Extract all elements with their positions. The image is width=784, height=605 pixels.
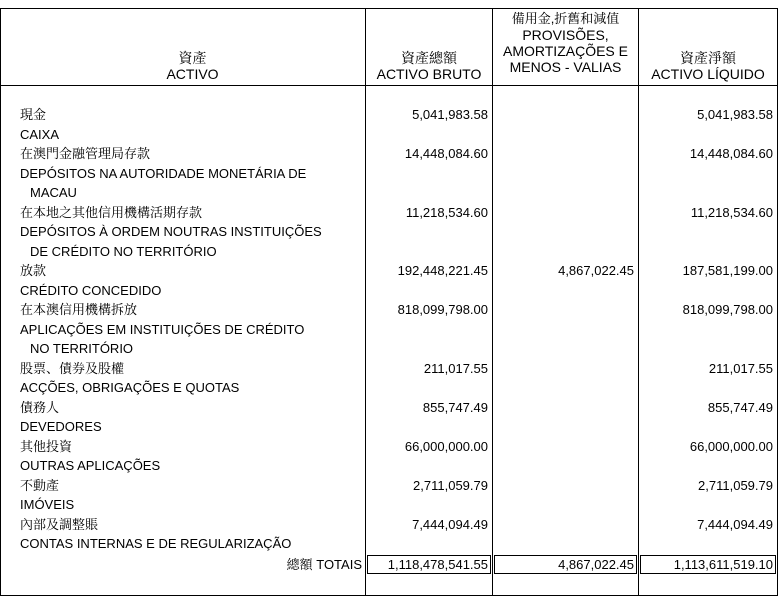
totals-label: 總額 TOTAIS <box>286 557 362 572</box>
row-label-pt: DEVEDORES <box>20 419 102 434</box>
header-asset <box>20 50 365 82</box>
row-label-pt: DEPÓSITOS À ORDEM NOUTRAS INSTITUIÇÕES <box>20 224 322 239</box>
row-label-zh: 現金 <box>20 107 47 122</box>
header-prov-zh: 備用金,折舊和減值 <box>511 11 620 26</box>
header-prov-pt1: PROVISÕES, <box>522 27 609 43</box>
row-label-pt: IMÓVEIS <box>20 497 75 512</box>
row-net-value: 2,711,059.79 <box>698 477 773 493</box>
header-gross-zh: 資產總額 <box>401 50 457 66</box>
row-net-value: 5,041,983.58 <box>697 107 773 122</box>
row-label-pt: CAIXA <box>20 126 60 142</box>
row-gross-value: 855,747.49 <box>422 399 488 415</box>
header-prov-pt3: MENOS - VALIAS <box>509 59 622 75</box>
row-label-pt: OUTRAS APLICAÇÕES <box>20 458 161 473</box>
header-asset-zh: 資產 <box>178 50 207 66</box>
row-gross-value: 7,444,094.49 <box>412 516 488 532</box>
totals-net: 1,113,611,519.10 <box>673 557 773 572</box>
row-label-pt-cont: NO TERRITÓRIO <box>30 341 134 356</box>
row-net-value: 14,448,084.60 <box>689 146 773 161</box>
row-provision-value: 4,867,022.45 <box>558 263 634 278</box>
header-prov-pt2: AMORTIZAÇÕES E <box>503 43 628 59</box>
col-divider-2 <box>492 8 493 596</box>
row-label-zh: 股票、債券及股權 <box>20 360 125 376</box>
row-label-pt: ACÇÕES, OBRIGAÇÕES E QUOTAS <box>20 380 240 395</box>
row-label-pt: CRÉDITO CONCEDIDO <box>20 282 162 298</box>
row-net-value: 211,017.55 <box>708 360 773 376</box>
row-net-value: 7,444,094.49 <box>697 516 773 532</box>
header-gross <box>366 50 492 82</box>
row-net-value: 66,000,000.00 <box>689 438 773 454</box>
row-net-value: 818,099,798.00 <box>682 302 773 317</box>
row-gross-value: 14,448,084.60 <box>404 146 488 161</box>
row-label-zh: 在本澳信用機構拆放 <box>20 302 138 317</box>
header-divider <box>0 85 778 86</box>
totals-prov: 4,867,022.45 <box>558 557 634 572</box>
row-label-pt: CONTAS INTERNAS E DE REGULARIZAÇÃO <box>20 536 292 551</box>
header-net-zh: 資產淨額 <box>680 50 736 66</box>
row-label-zh: 在本地之其他信用機構活期存款 <box>20 204 203 220</box>
row-gross-value: 66,000,000.00 <box>404 438 488 454</box>
row-gross-value: 211,017.55 <box>423 360 488 376</box>
header-gross-pt: ACTIVO BRUTO <box>376 66 482 82</box>
header-provisions <box>493 11 638 75</box>
row-label-zh: 債務人 <box>20 399 60 415</box>
row-label-zh: 不動產 <box>20 477 60 493</box>
row-gross-value: 5,041,983.58 <box>412 107 488 122</box>
header-net <box>639 50 777 82</box>
row-gross-value: 11,218,534.60 <box>405 204 488 220</box>
col-divider-4 <box>777 8 778 596</box>
row-label-pt: APLICAÇÕES EM INSTITUIÇÕES DE CRÉDITO <box>20 321 305 337</box>
totals-gross: 1,118,478,541.55 <box>387 557 488 572</box>
row-label-pt-cont: MACAU <box>30 185 77 200</box>
row-label-zh: 放款 <box>20 263 47 278</box>
row-gross-value: 192,448,221.45 <box>397 263 488 278</box>
col-divider-3 <box>638 8 639 596</box>
row-label-pt: DEPÓSITOS NA AUTORIDADE MONETÁRIA DE <box>20 165 307 181</box>
col-divider-1 <box>365 8 366 596</box>
table-bottom-line <box>0 595 778 596</box>
row-gross-value: 2,711,059.79 <box>413 477 488 493</box>
row-net-value: 187,581,199.00 <box>682 263 773 278</box>
row-label-pt-cont: DE CRÉDITO NO TERRITÓRIO <box>30 243 217 259</box>
row-net-value: 11,218,534.60 <box>690 204 773 220</box>
header-net-pt: ACTIVO LÍQUIDO <box>651 66 765 82</box>
row-gross-value: 818,099,798.00 <box>397 302 488 317</box>
row-label-zh: 其他投資 <box>20 438 73 454</box>
row-label-zh: 內部及調整賬 <box>20 516 99 532</box>
row-net-value: 855,747.49 <box>707 399 773 415</box>
row-label-zh: 在澳門金融管理局存款 <box>20 146 151 161</box>
header-asset-pt: ACTIVO <box>166 66 219 82</box>
